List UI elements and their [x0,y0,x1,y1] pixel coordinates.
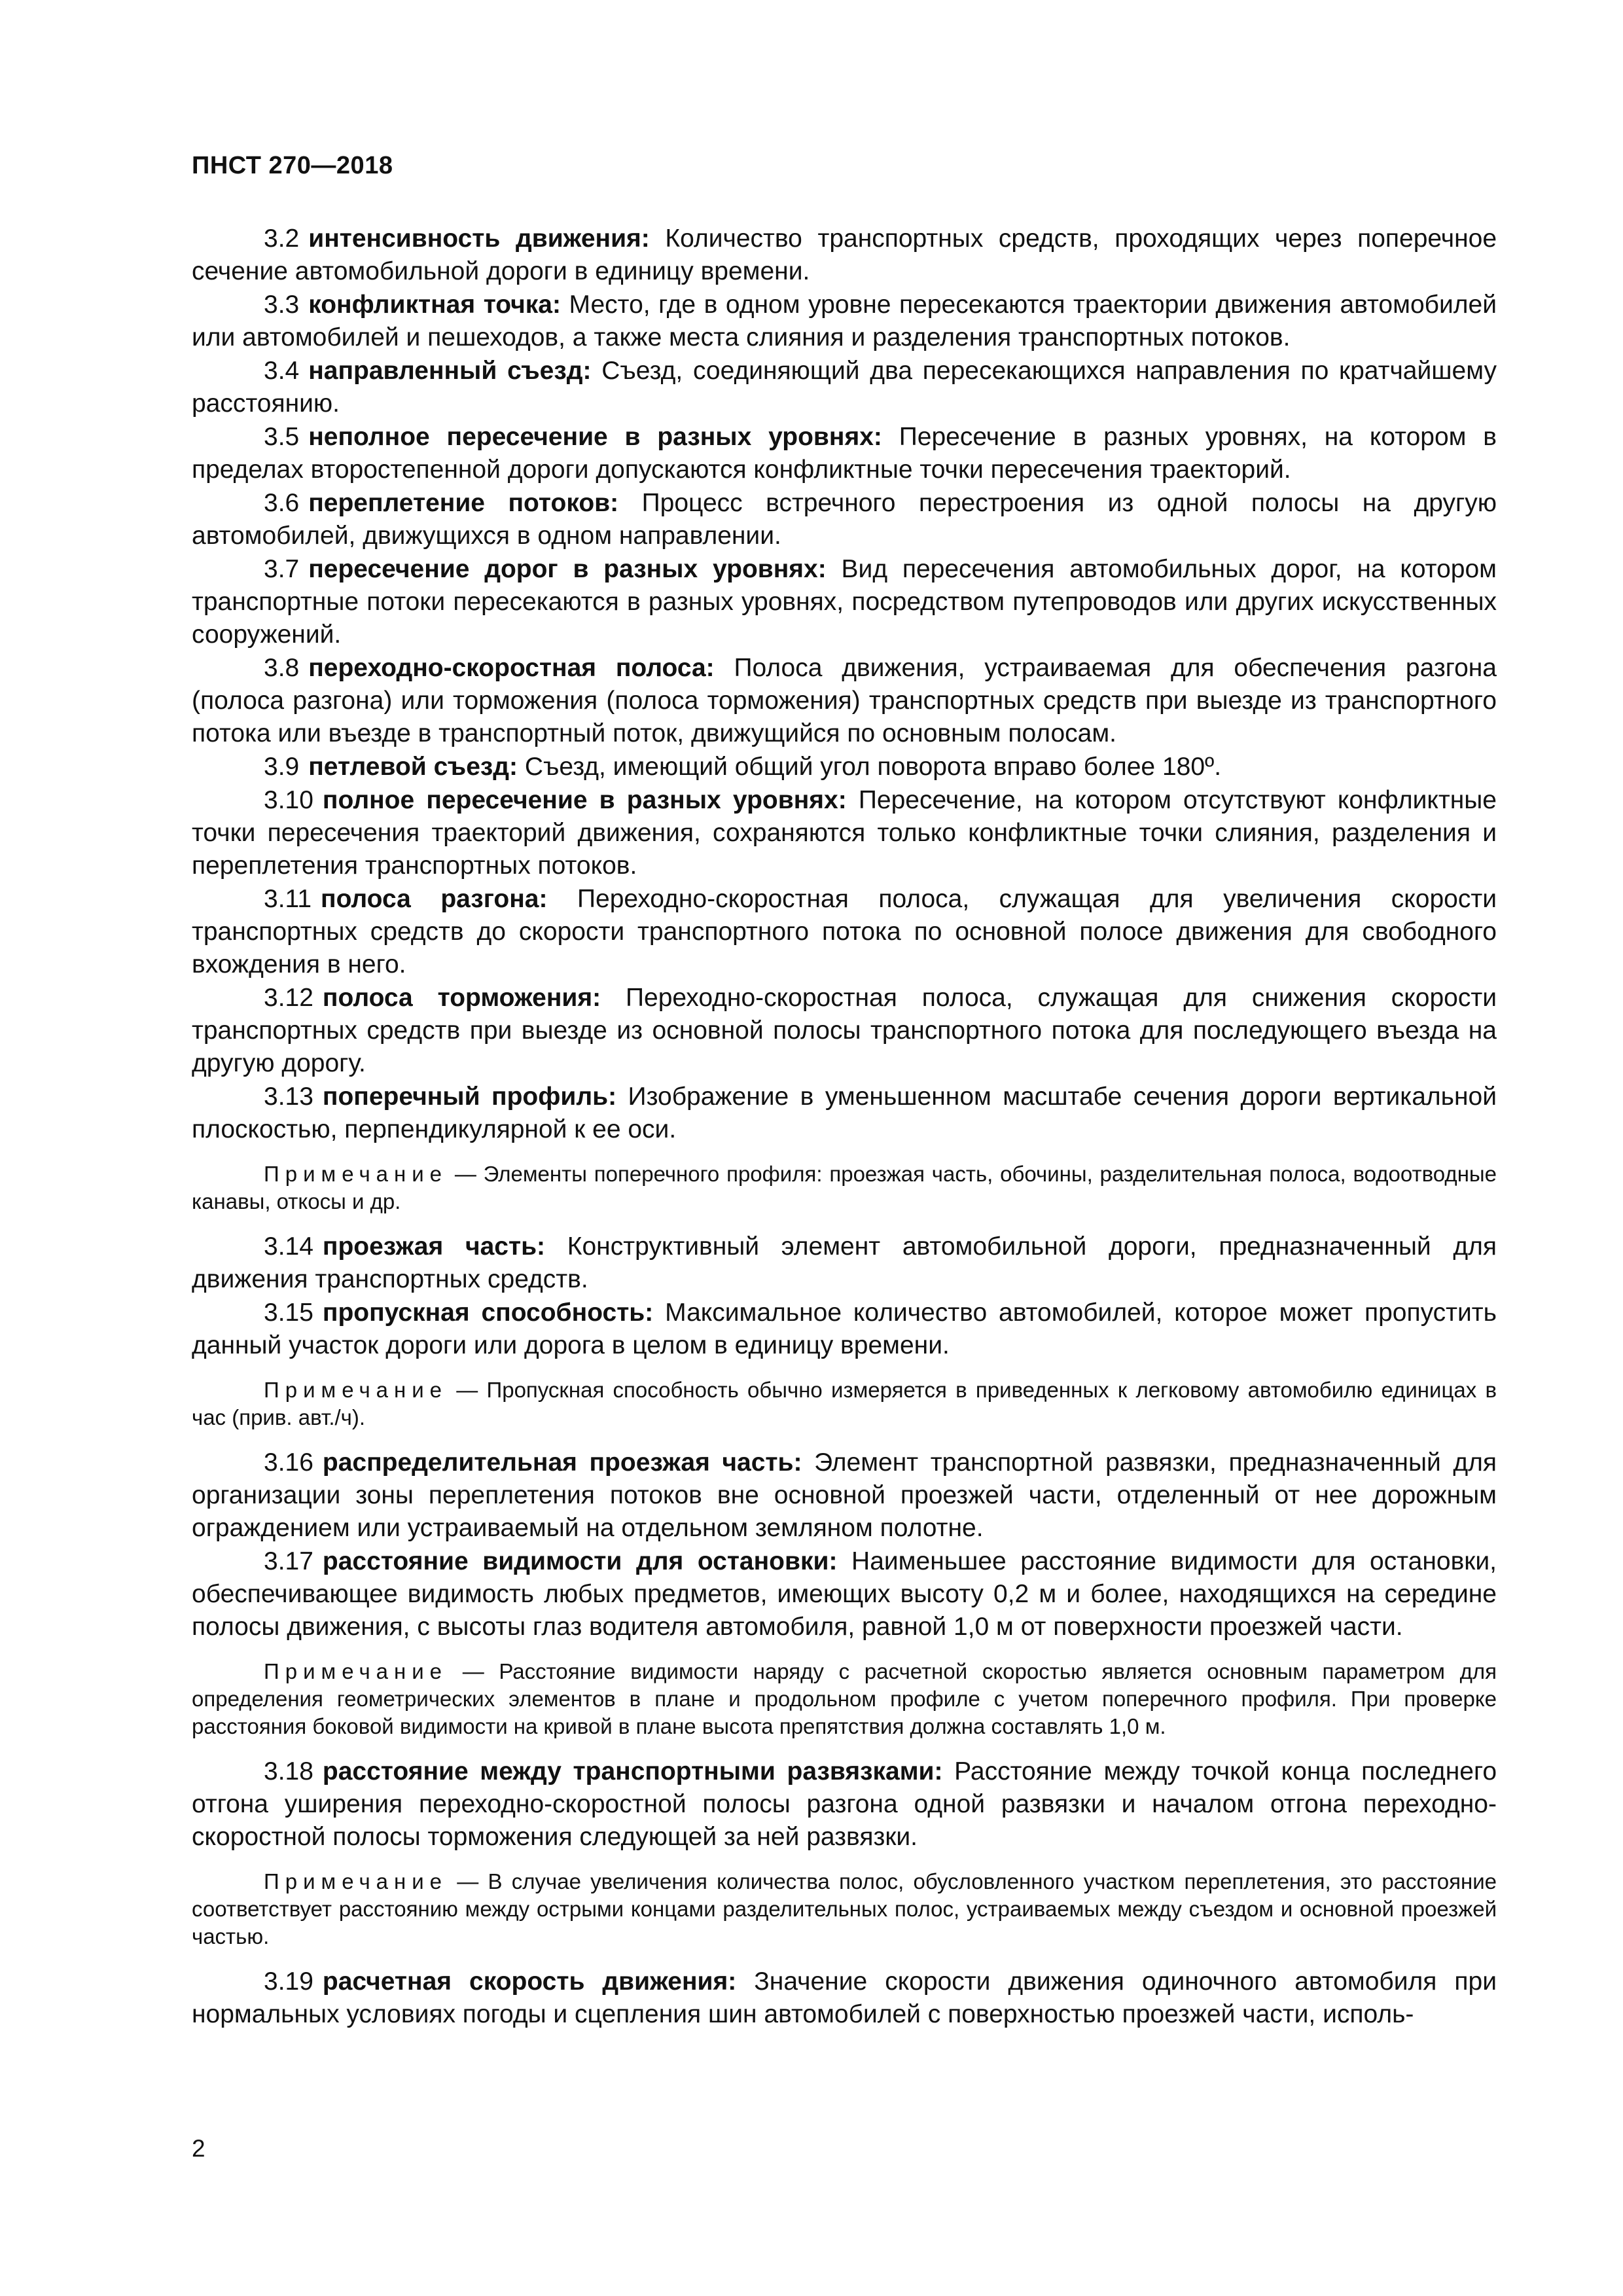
note-label: Примечание [264,1869,448,1893]
term-3-5 [192,421,1497,486]
term-name: переплетение потоков: [308,489,619,517]
note-3-18 [192,1868,1497,1950]
term-definition: Количество транспортных средств, проходящих через поперечное сечение автомобильной дороги в единицу времени. [192,224,1497,285]
term-definition: Переходно-скоростная полоса, служащая для снижения скорости транспортных средств при выезде из основной полосы транспортного потока для последующего въезда на другую дорогу. [192,984,1497,1077]
term-3-11 [192,883,1497,981]
term-definition: Расстояние между точкой конца последнего отгона уширения переходно-скоростной полосы разгона одной развязки и началом отгона переходно-скоростной полосы торможения следующей за ней развязки. [192,1757,1497,1851]
term-number: 3.10 [264,786,313,814]
term-name: неполное пересечение в разных уровнях: [308,423,882,451]
term-number: 3.5 [264,423,300,451]
term-3-15 [192,1297,1497,1362]
term-number: 3.18 [264,1757,313,1785]
term-definition: Переходно-скоростная полоса, служащая для увеличения скорости транспортных средств до скорости транспортного потока по основной полосе движения для свободного вхождения в него. [192,885,1497,978]
term-name: интенсивность движения: [308,224,650,253]
term-number: 3.14 [264,1232,313,1261]
term-name: поперечный профиль: [322,1083,617,1111]
note-text: — В случае увеличения количества полос, обусловленного участком переплетения, это расстояние соответствует расстоянию между острыми концами разделительных полос, устраиваемых между съездом и основной проезжей частью. [192,1869,1497,1948]
term-name: петлевой съезд: [308,753,518,781]
term-number: 3.16 [264,1448,313,1477]
term-definition: Полоса движения, устраиваемая для обеспечения разгона (полоса разгона) или торможения (полоса торможения) транспортных средств при выезде из транспортного потока или въезде в транспортный поток, движущийся по основным полосам. [192,654,1497,747]
term-definition: Изображение в уменьшенном масштабе сечения дороги вертикальной плоскостью, перпендикулярной к ее оси. [192,1083,1497,1143]
term-number: 3.8 [264,654,300,682]
term-3-18 [192,1755,1497,1854]
term-3-12 [192,982,1497,1080]
term-definition: Вид пересечения автомобильных дорог, на котором транспортные потоки пересекаются в разных уровнях, посредством путепроводов или других искусственных сооружений. [192,555,1497,649]
term-3-6 [192,487,1497,552]
term-definition: Максимальное количество автомобилей, которое может пропустить данный участок дороги или дорога в целом в единицу времени. [192,1299,1497,1359]
term-name: переходно-скоростная полоса: [308,654,715,682]
note-text: — Пропускная способность обычно измеряется в приведенных к легковому автомобилю единицах в час (прив. авт./ч). [192,1378,1497,1429]
term-name: проезжая часть: [322,1232,546,1261]
note-label: Примечание [264,1378,448,1402]
term-number: 3.4 [264,357,300,385]
term-name: распределительная проезжая часть: [322,1448,802,1477]
term-name: расчетная скорость движения: [322,1967,737,1996]
term-name: расстояние видимости для остановки: [322,1547,838,1575]
note-text: — Расстояние видимости наряду с расчетной скоростью является основным параметром для определения геометрических элементов в плане и продольном профиле с учетом поперечного профиля. При проверке расстояния боковой видимости на кривой в плане высота препятствия должна составлять 1,0 м. [192,1659,1497,1738]
term-definition: Съезд, соединяющий два пересекающихся направления по кратчайшему расстоянию. [192,357,1497,418]
term-definition: Элемент транспортной развязки, предназначенный для организации зоны переплетения потоков вне основной проезжей части, отделенный от нее дорожным ограждением или устраиваемый на отдельном земляном полотне. [192,1448,1497,1542]
term-definition: Пересечение, на котором отсутствуют конфликтные точки пересечения траекторий движения, сохраняются только конфликтные точки слияния, разделения и переплетения транспортных потоков. [192,786,1497,880]
note-label: Примечание [264,1659,448,1683]
term-3-13 [192,1081,1497,1146]
term-definition: Съезд, имеющий общий угол поворота вправо более 180º. [524,753,1222,781]
term-3-3 [192,289,1497,354]
term-number: 3.15 [264,1299,313,1327]
term-3-10 [192,784,1497,882]
note-3-13 [192,1160,1497,1215]
term-number: 3.12 [264,984,313,1012]
term-definition: Пересечение в разных уровнях, на котором в пределах второстепенной дороги допускаются конфликтные точки пересечения траекторий. [192,423,1497,484]
term-3-9 [192,751,1497,783]
term-number: 3.3 [264,291,300,319]
term-3-17 [192,1545,1497,1643]
term-3-4 [192,355,1497,420]
term-number: 3.19 [264,1967,313,1996]
term-name: направленный съезд: [308,357,592,385]
term-definition: Процесс встречного перестроения из одной полосы на другую автомобилей, движущихся в одном направлении. [192,489,1497,550]
term-name: полоса торможения: [322,984,601,1012]
page-number: 2 [192,2135,205,2162]
term-3-14 [192,1230,1497,1296]
term-name: пересечение дорог в разных уровнях: [308,555,827,583]
term-number: 3.13 [264,1083,313,1111]
term-3-16 [192,1446,1497,1545]
term-definition: Значение скорости движения одиночного автомобиля при нормальных условиях погоды и сцепления шин автомобилей с поверхностью проезжей части, исполь- [192,1967,1497,2028]
note-label: Примечание [264,1162,448,1186]
term-3-19 [192,1965,1497,2031]
term-name: пропускная способность: [322,1299,654,1327]
term-3-2 [192,223,1497,288]
term-3-8 [192,652,1497,750]
term-name: конфликтная точка: [308,291,561,319]
term-number: 3.2 [264,224,300,253]
term-definition: Место, где в одном уровне пересекаются траектории движения автомобилей или автомобилей и пешеходов, а также места слияния и разделения транспортных потоков. [192,291,1497,351]
term-3-7 [192,553,1497,651]
document-header: ПНСТ 270—2018 [192,152,393,179]
term-name: полоса разгона: [321,885,548,913]
term-number: 3.7 [264,555,300,583]
term-name: расстояние между транспортными развязками: [322,1757,943,1785]
term-number: 3.17 [264,1547,313,1575]
terms-section [192,223,1497,2032]
note-3-15 [192,1376,1497,1431]
term-definition: Конструктивный элемент автомобильной дороги, предназначенный для движения транспортных средств. [192,1232,1497,1293]
term-definition: Наименьшее расстояние видимости для остановки, обеспечивающее видимость любых предметов, имеющих высоту 0,2 м и более, находящихся на середине полосы движения, с высоты глаз водителя автомобиля, равной 1,0 м от поверхности проезжей части. [192,1547,1497,1641]
term-number: 3.9 [264,753,300,781]
note-3-17 [192,1658,1497,1740]
note-text: — Элементы поперечного профиля: проезжая часть, обочины, разделительная полоса, водоотводные канавы, откосы и др. [192,1162,1497,1213]
term-name: полное пересечение в разных уровнях: [322,786,847,814]
term-number: 3.11 [264,885,312,913]
term-number: 3.6 [264,489,300,517]
